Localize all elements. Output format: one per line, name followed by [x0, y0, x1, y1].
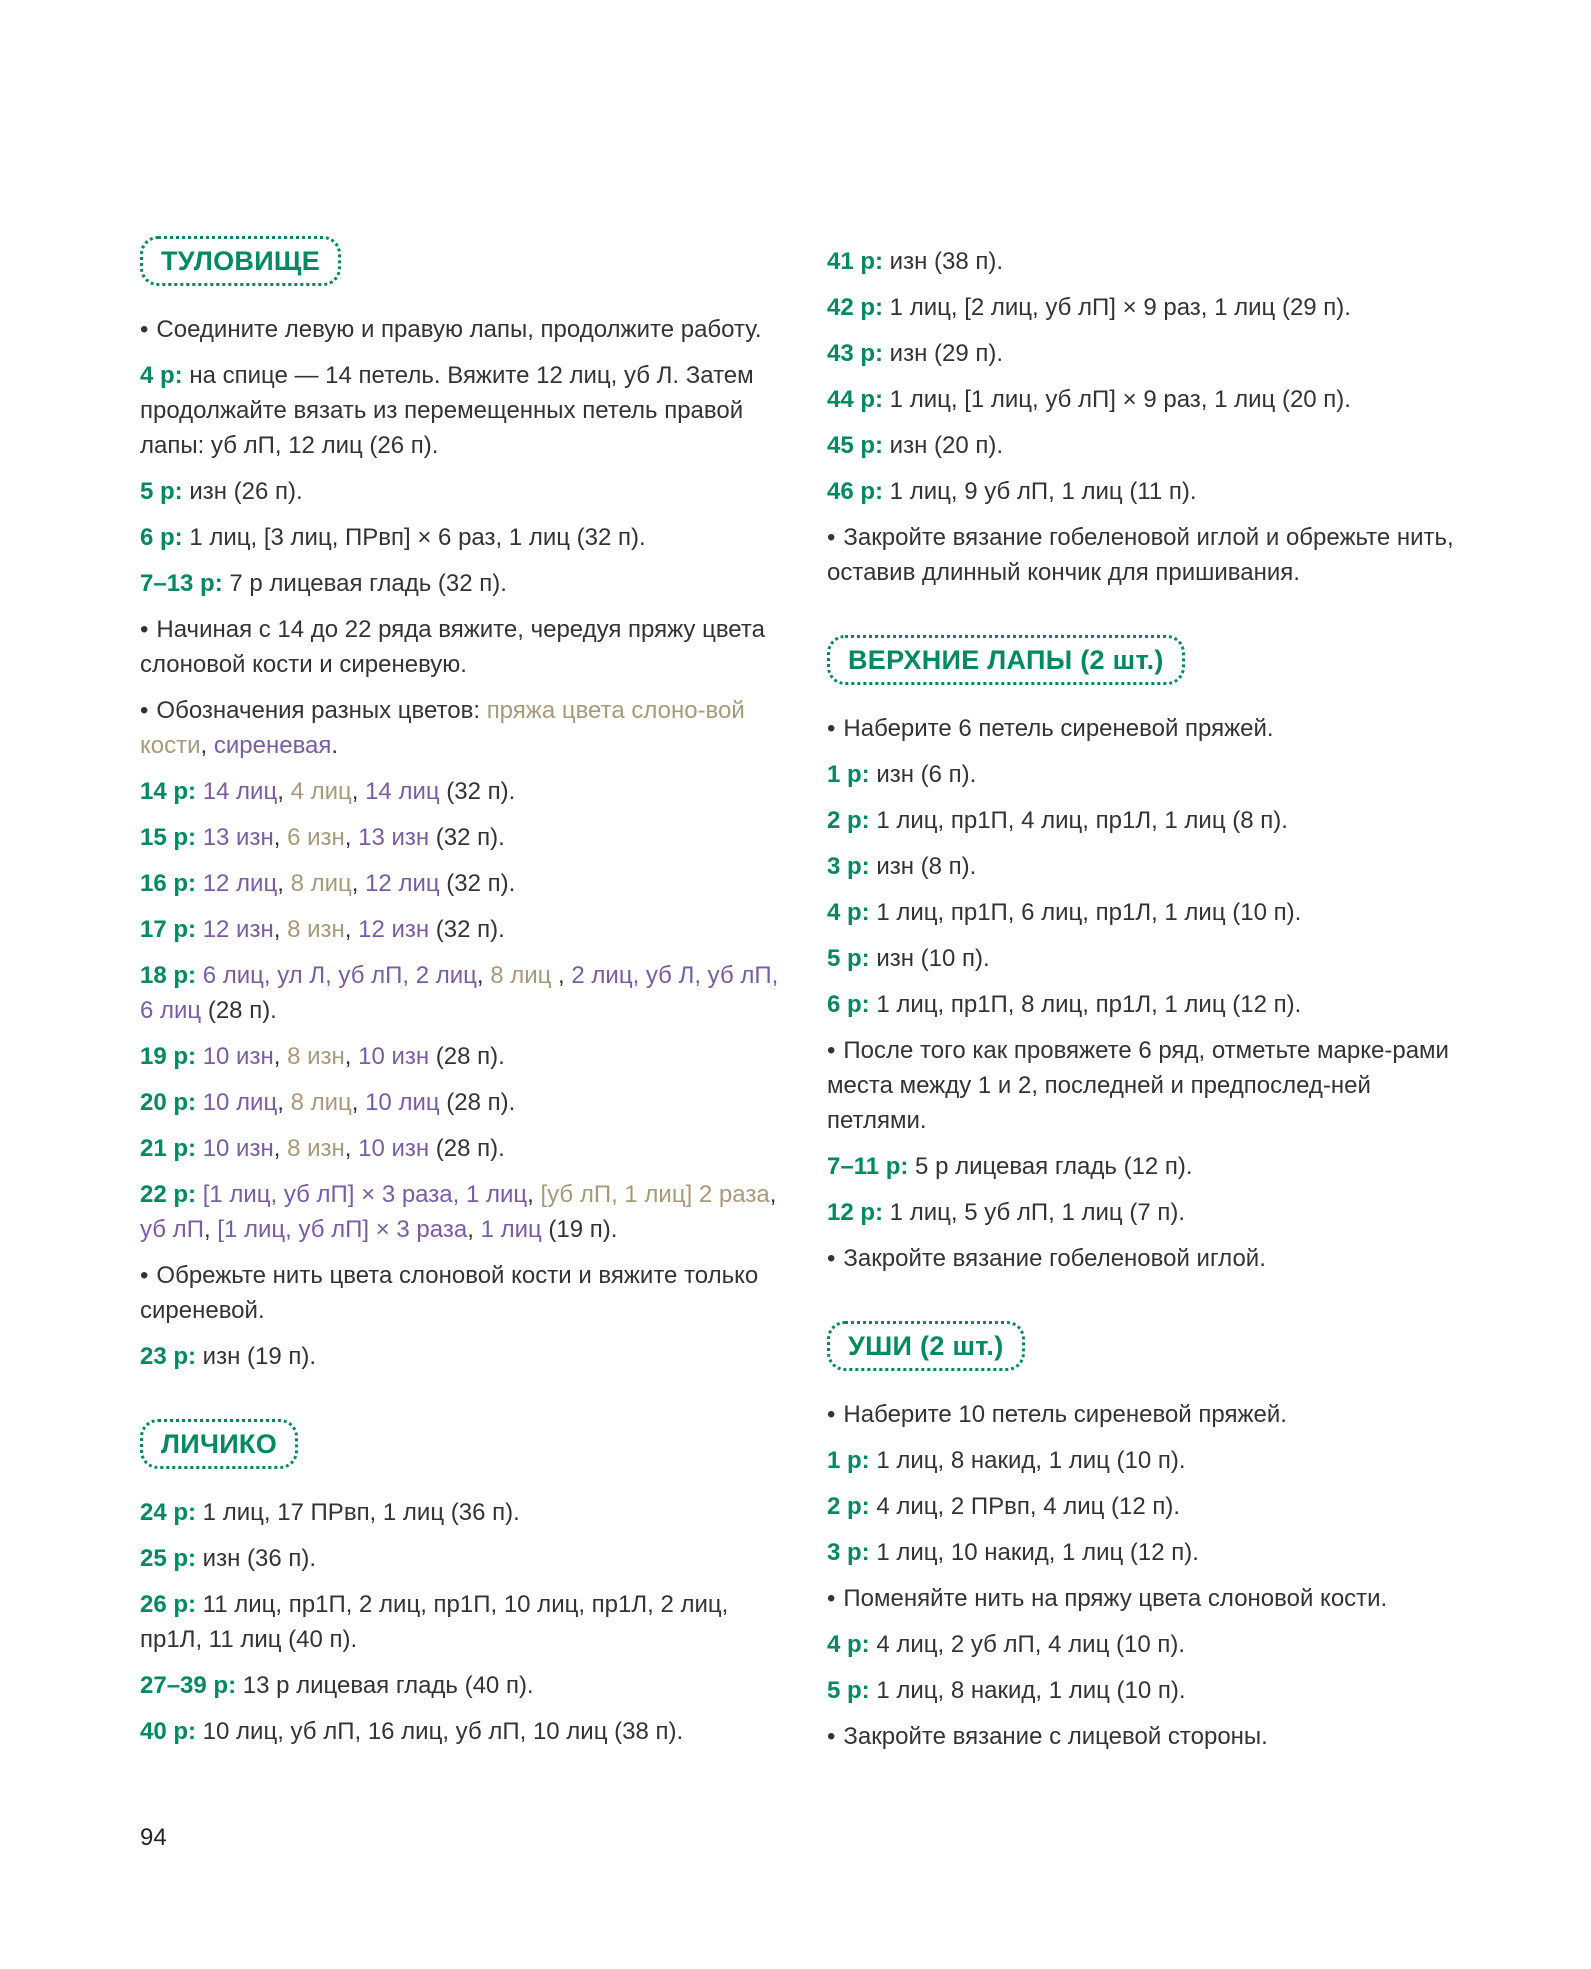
instruction-row	[140, 958, 780, 1028]
instruction-note	[140, 1258, 780, 1328]
lilac-yarn-text: 10 лиц	[202, 1089, 278, 1116]
instruction-text: ,	[351, 870, 366, 897]
instruction-note	[827, 1033, 1467, 1138]
instruction-text: (32 п).	[429, 824, 505, 851]
instruction-text: на спице — 14 петель. Вяжите 12 лиц, уб Л. Затем продолжайте вязать из перемещенных петель правой лапы: уб лП, 12 лиц (26 п).	[140, 362, 754, 459]
row-label: 2 р:	[827, 1493, 870, 1520]
instruction-row	[140, 1541, 780, 1576]
instruction-text: Соедините левую и правую лапы, продолжите работу.	[156, 316, 762, 343]
instruction-row	[140, 474, 780, 509]
instruction-text: 1 лиц, пр1П, 6 лиц, пр1Л, 1 лиц (10 п).	[869, 899, 1302, 926]
instruction-row	[827, 474, 1467, 509]
instruction-text: ,	[273, 824, 288, 851]
instruction-row	[827, 336, 1467, 371]
row-label: 26 р:	[140, 1591, 197, 1618]
instruction-text: Начиная с 14 до 22 ряда вяжите, чередуя пряжу цвета слоновой кости и сиреневую.	[140, 616, 765, 678]
instruction-text: Наберите 10 петель сиреневой пряжей.	[843, 1401, 1287, 1428]
instruction-text: ,	[769, 1181, 777, 1208]
row-label: 1 р:	[827, 1447, 870, 1474]
instruction-note	[140, 312, 780, 347]
ivory-yarn-text: 8 изн	[287, 1043, 345, 1070]
instruction-text: .	[331, 732, 339, 759]
instruction-text	[196, 824, 203, 851]
instruction-row	[827, 244, 1467, 279]
section-title-torso: ТУЛОВИЩЕ	[140, 236, 341, 286]
instruction-text: изн (38 п).	[883, 248, 1004, 275]
lilac-yarn-text: 12 лиц	[365, 870, 440, 897]
instruction-text: ,	[273, 1043, 288, 1070]
instruction-text: 11 лиц, пр1П, 2 лиц, пр1П, 10 лиц, пр1Л, 2 лиц, пр1Л, 11 лиц (40 п).	[140, 1591, 729, 1653]
head-end-instructions	[827, 244, 1467, 590]
row-label: 23 р:	[140, 1343, 197, 1370]
instruction-row	[827, 941, 1467, 976]
instruction-text: изн (6 п).	[869, 761, 977, 788]
instruction-row	[140, 1177, 780, 1247]
row-label: 5 р:	[140, 478, 183, 505]
ivory-yarn-text: 6 изн	[287, 824, 345, 851]
instruction-text: Закройте вязание с лицевой стороны.	[843, 1723, 1268, 1750]
instruction-text: (28 п).	[429, 1043, 505, 1070]
row-label: 4 р:	[827, 899, 870, 926]
instruction-text	[196, 916, 203, 943]
row-label: 1 р:	[827, 761, 870, 788]
instruction-row	[827, 803, 1467, 838]
instruction-note	[827, 1719, 1467, 1754]
ears-instructions	[827, 1397, 1467, 1754]
instruction-row	[140, 520, 780, 555]
instruction-text: Обозначения разных цветов:	[156, 697, 487, 724]
instruction-text	[196, 1181, 203, 1208]
instruction-row	[827, 382, 1467, 417]
row-label: 7–13 р:	[140, 570, 223, 597]
instruction-note	[827, 1581, 1467, 1616]
instruction-text: 10 лиц, уб лП, 16 лиц, уб лП, 10 лиц (38 п).	[196, 1718, 684, 1745]
lilac-yarn-text: 10 изн	[202, 1043, 274, 1070]
row-label: 3 р:	[827, 853, 870, 880]
instruction-row	[140, 866, 780, 901]
row-label: 18 р:	[140, 962, 197, 989]
instruction-text: (28 п).	[201, 997, 277, 1024]
row-label: 2 р:	[827, 807, 870, 834]
instruction-text: 5 р лицевая гладь (12 п).	[908, 1153, 1193, 1180]
section-gap	[827, 601, 1467, 635]
instruction-text: 4 лиц, 2 ПРвп, 4 лиц (12 п).	[869, 1493, 1181, 1520]
row-label: 22 р:	[140, 1181, 197, 1208]
page-number: 94	[140, 1824, 167, 1851]
instruction-text: ,	[277, 778, 291, 805]
instruction-text: 1 лиц, пр1П, 4 лиц, пр1Л, 1 лиц (8 п).	[869, 807, 1288, 834]
bullet-icon: •	[827, 524, 836, 551]
ivory-yarn-text: 8 лиц	[490, 962, 552, 989]
row-label: 6 р:	[827, 991, 870, 1018]
instruction-text: Поменяйте нить на пряжу цвета слоновой кости.	[843, 1585, 1388, 1612]
instruction-text: (28 п).	[439, 1089, 516, 1116]
instruction-row	[140, 1714, 780, 1749]
instruction-row	[140, 820, 780, 855]
instruction-text: ,	[344, 1135, 359, 1162]
instruction-row	[827, 1149, 1467, 1184]
instruction-row	[827, 428, 1467, 463]
instruction-text	[196, 870, 203, 897]
lilac-yarn-text: 12 изн	[202, 916, 274, 943]
ivory-yarn-text: 4 лиц	[290, 778, 352, 805]
instruction-text: ,	[476, 962, 491, 989]
instruction-text	[196, 962, 203, 989]
row-label: 6 р:	[140, 524, 183, 551]
instruction-note	[140, 693, 780, 763]
row-label: 15 р:	[140, 824, 197, 851]
instruction-row	[827, 1489, 1467, 1524]
bullet-icon: •	[827, 1245, 836, 1272]
row-label: 5 р:	[827, 1677, 870, 1704]
instruction-note	[827, 1241, 1467, 1276]
lilac-yarn-text: 6 лиц, ул Л, уб лП, 2 лиц	[202, 962, 477, 989]
ivory-yarn-text: [уб лП, 1 лиц] 2 раза	[540, 1181, 770, 1208]
row-label: 4 р:	[827, 1631, 870, 1658]
instruction-text	[196, 778, 203, 805]
instruction-row	[140, 1668, 780, 1703]
instruction-text: 13 р лицевая гладь (40 п).	[236, 1672, 534, 1699]
row-label: 7–11 р:	[827, 1153, 909, 1180]
instruction-text: изн (36 п).	[196, 1545, 317, 1572]
lilac-yarn-text: [1 лиц, уб лП] × 3 раза	[217, 1216, 468, 1243]
bullet-icon: •	[827, 1585, 836, 1612]
instruction-text: ,	[551, 962, 572, 989]
lilac-yarn-text: 10 изн	[202, 1135, 274, 1162]
instruction-text: 1 лиц, 5 уб лП, 1 лиц (7 п).	[883, 1199, 1185, 1226]
row-label: 41 р:	[827, 248, 884, 275]
bullet-icon: •	[827, 1401, 836, 1428]
ivory-yarn-text: 8 лиц	[290, 870, 352, 897]
instruction-text: ,	[527, 1181, 541, 1208]
instruction-text	[196, 1135, 203, 1162]
bullet-icon: •	[140, 1262, 149, 1289]
instruction-row	[140, 566, 780, 601]
right-column	[827, 244, 1467, 1765]
lilac-yarn-text: 13 изн	[202, 824, 274, 851]
section-title-face: ЛИЧИКО	[140, 1419, 298, 1469]
section-title-upper-paws: ВЕРХНИЕ ЛАПЫ (2 шт.)	[827, 635, 1185, 685]
instruction-row	[140, 912, 780, 947]
lilac-yarn-text: 12 изн	[358, 916, 430, 943]
instruction-row	[827, 1673, 1467, 1708]
instruction-row	[827, 895, 1467, 930]
instruction-text	[196, 1089, 203, 1116]
instruction-note	[827, 520, 1467, 590]
instruction-text: 1 лиц, 8 накид, 1 лиц (10 п).	[869, 1677, 1186, 1704]
instruction-text: ,	[344, 916, 359, 943]
ivory-yarn-text: 8 изн	[287, 916, 345, 943]
instruction-row	[140, 1495, 780, 1530]
face-instructions	[140, 1495, 780, 1749]
instruction-row	[827, 290, 1467, 325]
instruction-text: ,	[200, 732, 214, 759]
instruction-text: (32 п).	[429, 916, 505, 943]
section-title-ears: УШИ (2 шт.)	[827, 1321, 1025, 1371]
lilac-yarn-text: 10 изн	[358, 1135, 430, 1162]
row-label: 45 р:	[827, 432, 884, 459]
instruction-row	[827, 1195, 1467, 1230]
lilac-yarn-text: сиреневая	[213, 732, 332, 759]
lilac-yarn-text: 1 лиц	[480, 1216, 542, 1243]
row-label: 12 р:	[827, 1199, 884, 1226]
row-label: 42 р:	[827, 294, 884, 321]
instruction-row	[140, 1085, 780, 1120]
bullet-icon: •	[827, 1723, 836, 1750]
instruction-text: ,	[203, 1216, 218, 1243]
row-label: 17 р:	[140, 916, 197, 943]
row-label: 43 р:	[827, 340, 884, 367]
bullet-icon: •	[827, 715, 836, 742]
row-label: 14 р:	[140, 778, 197, 805]
ivory-yarn-text: пряжа цвета слоно-вой кости	[140, 697, 745, 759]
instruction-text: (28 п).	[429, 1135, 505, 1162]
instruction-text: ,	[351, 778, 366, 805]
instruction-note	[827, 1397, 1467, 1432]
instruction-text: ,	[277, 1089, 291, 1116]
lilac-yarn-text: 13 изн	[358, 824, 430, 851]
bullet-icon: •	[140, 697, 149, 724]
instruction-text: 1 лиц, [2 лиц, уб лП] × 9 раз, 1 лиц (29 п).	[883, 294, 1351, 321]
instruction-text: 7 р лицевая гладь (32 п).	[222, 570, 507, 597]
row-label: 19 р:	[140, 1043, 197, 1070]
instruction-text: Закройте вязание гобеленовой иглой.	[843, 1245, 1266, 1272]
instruction-text: ,	[467, 1216, 481, 1243]
instruction-text: 1 лиц, [3 лиц, ПРвп] × 6 раз, 1 лиц (32 п).	[182, 524, 646, 551]
instruction-row	[827, 1627, 1467, 1662]
bullet-icon: •	[827, 1037, 836, 1064]
instruction-text: После того как провяжете 6 ряд, отметьте марке-рами места между 1 и 2, последней и предпослед-ней петлями.	[827, 1037, 1449, 1134]
row-label: 21 р:	[140, 1135, 197, 1162]
instruction-row	[827, 1535, 1467, 1570]
instruction-row	[827, 849, 1467, 884]
torso-instructions	[140, 312, 780, 1374]
instruction-text: Обрежьте нить цвета слоновой кости и вяжите только сиреневой.	[140, 1262, 759, 1324]
instruction-text: (32 п).	[439, 870, 516, 897]
lilac-yarn-text: 14 лиц	[365, 778, 440, 805]
row-label: 4 р:	[140, 362, 183, 389]
lilac-yarn-text: 12 лиц	[202, 870, 278, 897]
instruction-text: ,	[273, 916, 288, 943]
instruction-text	[196, 1043, 203, 1070]
row-label: 24 р:	[140, 1499, 197, 1526]
instruction-text: (32 п).	[439, 778, 516, 805]
instruction-text: изн (29 п).	[883, 340, 1004, 367]
instruction-text: ,	[273, 1135, 288, 1162]
instruction-text: Наберите 6 петель сиреневой пряжей.	[843, 715, 1274, 742]
instruction-row	[140, 1039, 780, 1074]
bullet-icon: •	[140, 616, 149, 643]
instruction-row	[827, 757, 1467, 792]
section-gap	[140, 1385, 780, 1419]
instruction-text: 1 лиц, 17 ПРвп, 1 лиц (36 п).	[196, 1499, 520, 1526]
instruction-text: 1 лиц, 10 накид, 1 лиц (12 п).	[869, 1539, 1199, 1566]
instruction-text: изн (26 п).	[182, 478, 303, 505]
row-label: 44 р:	[827, 386, 884, 413]
instruction-row	[140, 1131, 780, 1166]
instruction-note	[140, 612, 780, 682]
section-gap	[827, 1287, 1467, 1321]
row-label: 25 р:	[140, 1545, 197, 1572]
ivory-yarn-text: 8 лиц	[290, 1089, 352, 1116]
row-label: 46 р:	[827, 478, 884, 505]
lilac-yarn-text: 14 лиц	[202, 778, 278, 805]
instruction-text: изн (19 п).	[196, 1343, 317, 1370]
instruction-text: 1 лиц, 9 уб лП, 1 лиц (11 п).	[883, 478, 1197, 505]
lilac-yarn-text: 10 изн	[358, 1043, 430, 1070]
row-label: 20 р:	[140, 1089, 197, 1116]
instruction-text: Закройте вязание гобеленовой иглой и обрежьте нить, оставив длинный кончик для пришивания.	[827, 524, 1454, 586]
ivory-yarn-text: 8 изн	[287, 1135, 345, 1162]
instruction-text: 1 лиц, [1 лиц, уб лП] × 9 раз, 1 лиц (20 п).	[883, 386, 1351, 413]
instruction-row	[827, 987, 1467, 1022]
instruction-text: 1 лиц, пр1П, 8 лиц, пр1Л, 1 лиц (12 п).	[869, 991, 1302, 1018]
lilac-yarn-text: уб лП	[140, 1216, 204, 1243]
row-label: 16 р:	[140, 870, 197, 897]
instruction-text: изн (10 п).	[869, 945, 990, 972]
instruction-text: изн (20 п).	[883, 432, 1004, 459]
instruction-text: 1 лиц, 8 накид, 1 лиц (10 п).	[869, 1447, 1186, 1474]
instruction-row	[140, 358, 780, 463]
upper-paws-instructions	[827, 711, 1467, 1276]
row-label: 40 р:	[140, 1718, 197, 1745]
instruction-text: ,	[344, 1043, 359, 1070]
bullet-icon: •	[140, 316, 149, 343]
instruction-row	[140, 1339, 780, 1374]
instruction-row	[827, 1443, 1467, 1478]
instruction-text: ,	[351, 1089, 366, 1116]
lilac-yarn-text: 2 лиц, уб Л, уб лП, 6 лиц	[140, 962, 779, 1024]
lilac-yarn-text: [1 лиц, уб лП] × 3 раза, 1 лиц	[202, 1181, 528, 1208]
lilac-yarn-text: 10 лиц	[365, 1089, 440, 1116]
instruction-row	[140, 774, 780, 809]
instruction-text: ,	[344, 824, 359, 851]
instruction-text: ,	[277, 870, 291, 897]
row-label: 3 р:	[827, 1539, 870, 1566]
left-column	[140, 236, 780, 1760]
instruction-row	[140, 1587, 780, 1657]
instruction-text: (19 п).	[541, 1216, 618, 1243]
row-label: 27–39 р:	[140, 1672, 237, 1699]
instruction-text: 4 лиц, 2 уб лП, 4 лиц (10 п).	[869, 1631, 1185, 1658]
instruction-note	[827, 711, 1467, 746]
instruction-text: изн (8 п).	[869, 853, 977, 880]
row-label: 5 р:	[827, 945, 870, 972]
